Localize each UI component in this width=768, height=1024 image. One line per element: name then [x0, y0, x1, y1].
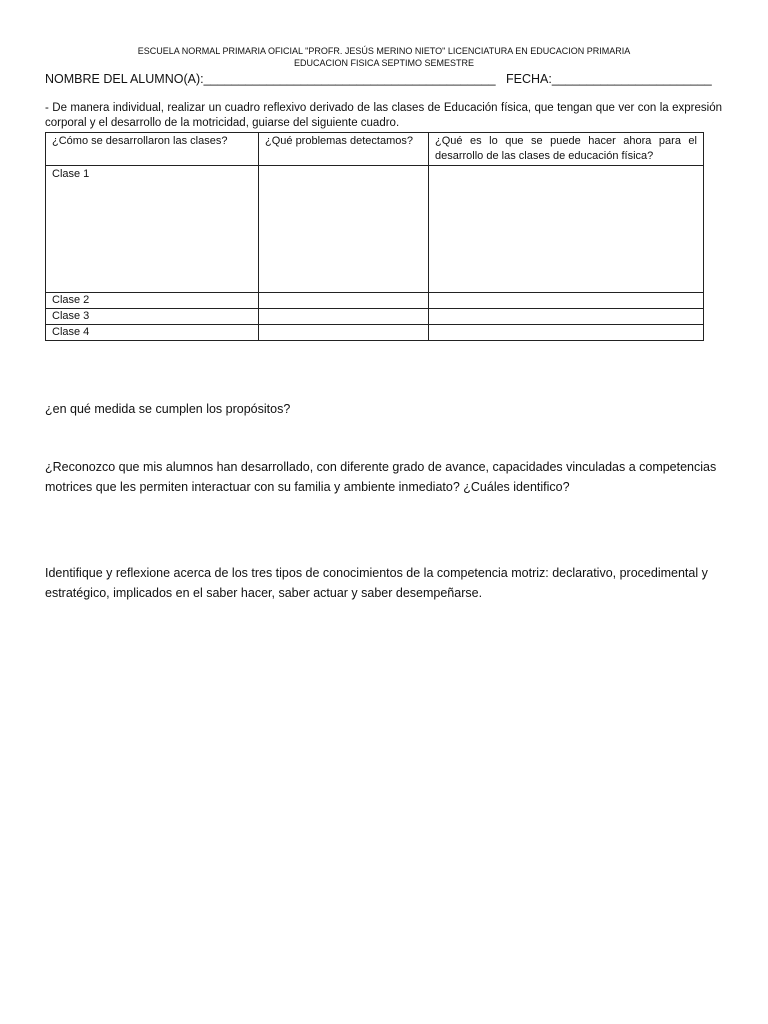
table-header-cell: ¿Qué problemas detectamos? — [259, 133, 429, 166]
table-header-cell: ¿Cómo se desarrollaron las clases? — [46, 133, 259, 166]
row-label-cell: Clase 2 — [46, 293, 259, 309]
table-cell[interactable] — [259, 166, 429, 293]
table-header-row — [46, 133, 704, 166]
table-cell[interactable] — [429, 309, 704, 325]
table-cell[interactable] — [429, 166, 704, 293]
table-cell[interactable] — [259, 309, 429, 325]
table-row — [46, 309, 704, 325]
student-name-field[interactable]: NOMBRE DEL ALUMNO(A):__________________________________________ — [45, 72, 496, 86]
student-info-row — [45, 72, 712, 86]
table-cell[interactable] — [429, 293, 704, 309]
question-2: ¿Reconozco que mis alumnos han desarrollado, con diferente grado de avance, capacidades vinculadas a competencias motrices que les permiten interactuar con su familia y ambiente inmediato? ¿Cuáles identifico? — [45, 460, 717, 494]
table-row — [46, 325, 704, 341]
school-header-line-2: EDUCACION FISICA SEPTIMO SEMESTRE — [293, 58, 475, 68]
reflection-table — [45, 132, 704, 341]
question-1: ¿en qué medida se cumplen los propósitos? — [45, 402, 291, 416]
table-header-cell: ¿Qué es lo que se puede hacer ahora para el desarrollo de las clases de educación física? — [429, 133, 704, 166]
row-label-cell: Clase 4 — [46, 325, 259, 341]
school-header-line-1: ESCUELA NORMAL PRIMARIA OFICIAL "PROFR. JESÚS MERINO NIETO" LICENCIATURA EN EDUCACION PRIMARIA — [137, 46, 631, 56]
table-cell[interactable] — [429, 325, 704, 341]
row-label-cell: Clase 1 — [46, 166, 259, 293]
question-3: Identifique y reflexione acerca de los tres tipos de conocimientos de la competencia motriz: declarativo, procedimental y estratégico, implicados en el saber hacer, saber actuar y saber desempeñarse. — [45, 566, 708, 600]
table-row — [46, 293, 704, 309]
table-cell[interactable] — [259, 293, 429, 309]
date-field[interactable]: FECHA:_______________________ — [506, 72, 712, 86]
instruction-text: - De manera individual, realizar un cuadro reflexivo derivado de las clases de Educación física, que tengan que ver con la expresión corporal y el desarrollo de la motricidad, guiarse del siguiente cuadro. — [45, 102, 722, 129]
row-label-cell: Clase 3 — [46, 309, 259, 325]
table-cell[interactable] — [259, 325, 429, 341]
table-row — [46, 166, 704, 293]
